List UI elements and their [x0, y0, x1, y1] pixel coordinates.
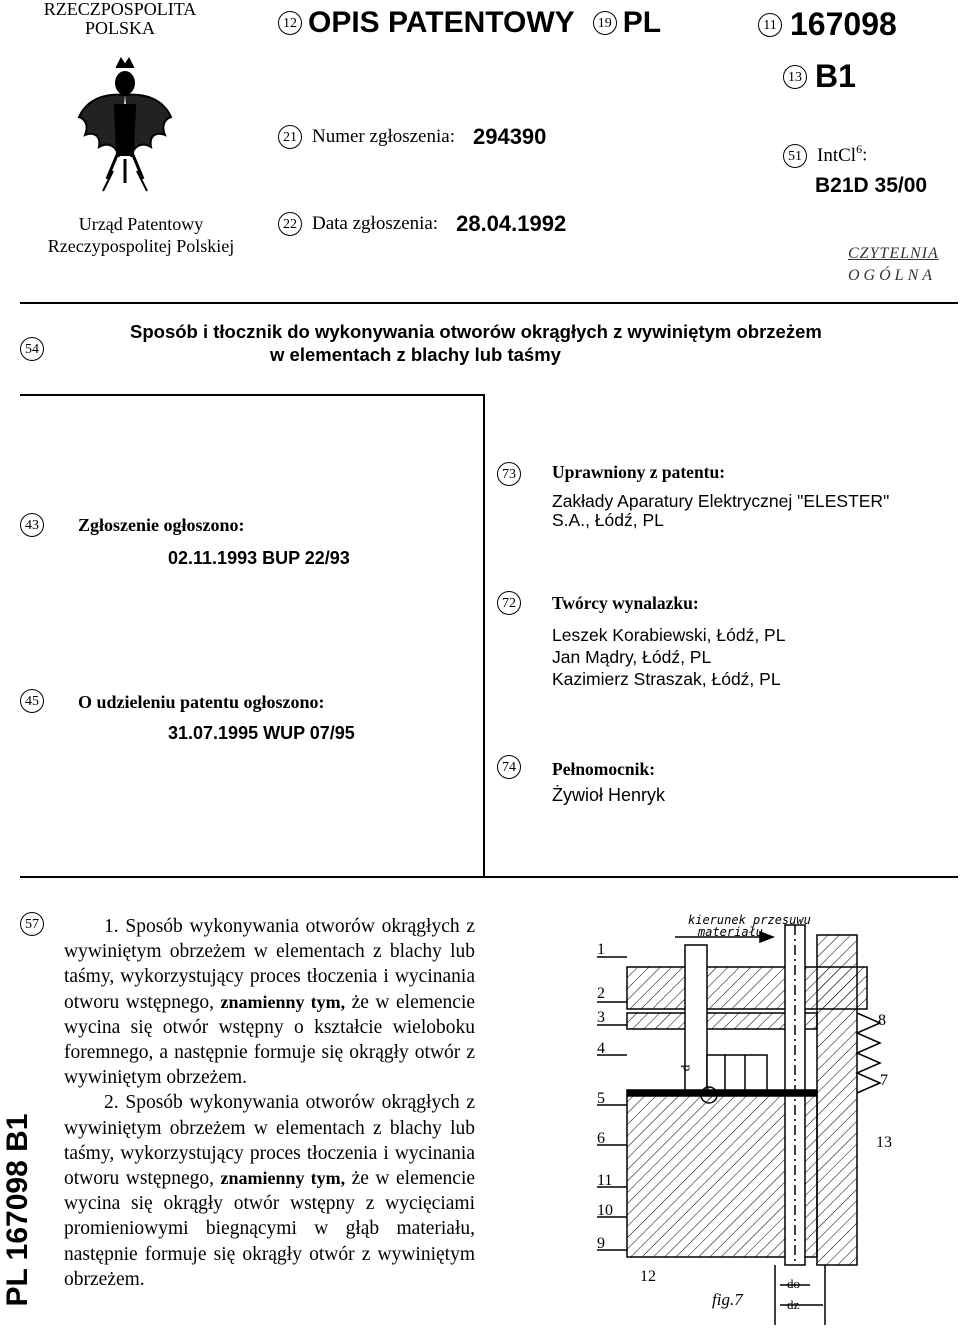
intcl-value: B21D 35/00 [815, 174, 928, 197]
application-number-row [278, 124, 546, 150]
holder-line1: Zakłady Aparatury Elektrycznej "ELESTER" [552, 491, 890, 511]
office-line1: Urząd Patentowy [78, 214, 204, 234]
code-51: 51 [783, 144, 807, 168]
title-block [130, 320, 822, 366]
library-stamp [848, 245, 956, 285]
stamp-line2: OGÓLNA [848, 267, 937, 284]
claim-1-text-a: Sposób wykonywania otworów okrągłych z wywiniętym obrzeżem w elementach z blachy lub taśmy, wykorzystujący proces tłoczenia i wycinania otworu wstępnego, [64, 916, 475, 1013]
fig-dim-do: do [787, 1276, 800, 1291]
box-bottom-rule [20, 876, 958, 878]
intcl-sup: 6 [856, 142, 863, 156]
code-43: 43 [20, 513, 44, 537]
code-45: 45 [20, 689, 44, 713]
holder-name [552, 492, 889, 530]
eagle-emblem-icon [75, 55, 175, 195]
figure-direction-label [688, 914, 811, 938]
figure-caption: fig.7 [712, 1290, 743, 1309]
fig-label-2: 2 [597, 985, 605, 1002]
fig-label-7: 7 [880, 1072, 888, 1089]
inventor-3: Kazimierz Straszak, Łódź, PL [552, 669, 781, 689]
figure-7-drawing [575, 905, 935, 1337]
inventor-2: Jan Mądry, Łódź, PL [552, 647, 712, 667]
kind-row [783, 58, 856, 95]
doc-type-row [278, 6, 661, 40]
code-73: 73 [497, 462, 521, 486]
title-line1: Sposób i tłocznik do wykonywania otworów okrągłych z wywiniętym obrzeżem [130, 321, 822, 342]
direction-line1: kierunek przesuwu [688, 913, 811, 927]
country-code: PL [622, 6, 662, 39]
intcl-row [783, 142, 867, 168]
claim-2-keyword: znamienny tym, [220, 1168, 346, 1189]
code-13: 13 [783, 65, 807, 89]
code-19: 19 [593, 11, 617, 35]
app-published-label: Zgłoszenie ogłoszono: [78, 515, 245, 535]
patent-number: 167098 [790, 6, 897, 42]
attorney-label: Pełnomocnik: [552, 759, 656, 779]
claim-2-number: 2. [104, 1092, 119, 1114]
fig-dim-dz: dz [787, 1297, 800, 1312]
fig-label-6: 6 [597, 1130, 605, 1147]
fig-label-10: 10 [597, 1202, 613, 1219]
country-line2: POLSKA [84, 18, 155, 38]
inventor-1: Leszek Korabiewski, Łódź, PL [552, 625, 786, 645]
claim-1-keyword: znamienny tym, [220, 991, 346, 1012]
holder-label: Uprawniony z patentu: [552, 462, 726, 482]
code-74: 74 [497, 755, 521, 779]
grant-published-label: O udzieleniu patentu ogłoszono: [78, 692, 325, 712]
inventors-list [552, 624, 785, 690]
filing-date-row [278, 211, 566, 237]
code-22: 22 [278, 212, 302, 236]
code-11: 11 [758, 13, 782, 37]
fig-label-3: 3 [597, 1009, 605, 1026]
fig-label-8: 8 [878, 1012, 886, 1029]
filing-label: Data zgłoszenia: [312, 213, 439, 234]
header-rule [20, 302, 958, 304]
kind-code: B1 [815, 58, 856, 94]
fig-label-1: 1 [597, 941, 605, 958]
fig-label-11: 11 [597, 1172, 613, 1189]
box-top-rule [20, 394, 485, 396]
code-12: 12 [278, 11, 302, 35]
holder-line2: S.A., Łódź, PL [552, 510, 664, 530]
fig-label-13: 13 [876, 1134, 892, 1151]
code-57: 57 [20, 912, 44, 936]
fig-label-5: 5 [597, 1090, 605, 1107]
country-block [20, 0, 220, 38]
fig-label-12: 12 [640, 1268, 656, 1285]
country-line1: RZECZPOSPOLITA [43, 0, 197, 19]
app-published-value: 02.11.1993 BUP 22/93 [168, 548, 350, 568]
intcl-label: IntCl [817, 144, 857, 166]
direction-line2: materiału [698, 925, 764, 939]
abstract-text [64, 914, 475, 1292]
claim-1-text-b: że w elemencie wycina się otwór wstępny o kształcie wieloboku foremnego, a następnie formuje się okrągły otwór z wywiniętym obrzeżem. [64, 991, 476, 1089]
attorney-name: Żywioł Henryk [552, 785, 666, 805]
fig-dim-d: d [677, 1064, 693, 1072]
title-line2: w elementach z blachy lub taśmy [270, 344, 561, 365]
fig-label-4: 4 [597, 1040, 605, 1057]
claim-2-text-b: że w elemencie wycina się okrągły otwór wstępny z wycięciami promieniowymi biegnącymi w głąb materiału, następnie formuje się okrągły otwór z wywiniętym obrzeżem. [64, 1168, 476, 1290]
fig-label-9: 9 [597, 1235, 605, 1252]
code-72: 72 [497, 591, 521, 615]
code-21: 21 [278, 125, 302, 149]
stamp-line1: CZYTELNIA [848, 245, 939, 262]
office-block [20, 213, 262, 257]
inventors-label: Twórcy wynalazku: [552, 593, 699, 613]
intcl-colon: : [862, 144, 868, 166]
app-no: 294390 [472, 124, 547, 149]
patent-number-row [758, 6, 897, 43]
claim-1-number: 1. [104, 916, 119, 937]
claim-2 [64, 1090, 475, 1292]
doc-type: OPIS PATENTOWY [308, 6, 575, 39]
office-line2: Rzeczypospolitej Polskiej [47, 236, 235, 256]
box-divider [483, 394, 485, 878]
filing-date: 28.04.1992 [456, 211, 567, 236]
claim-2-text-a: Sposób wykonywania otworów okrągłych z wywiniętym obrzeżem w elementach z blachy lub taśmy, wykorzystujący proces tłoczenia i wycinania otworu wstępnego, [64, 1092, 475, 1190]
claim-1 [64, 914, 475, 1090]
app-no-label: Numer zgłoszenia: [312, 126, 455, 147]
side-patent-label: PL 167098 B1 [1, 1113, 34, 1307]
code-54: 54 [20, 337, 44, 361]
grant-published-value: 31.07.1995 WUP 07/95 [168, 723, 355, 743]
